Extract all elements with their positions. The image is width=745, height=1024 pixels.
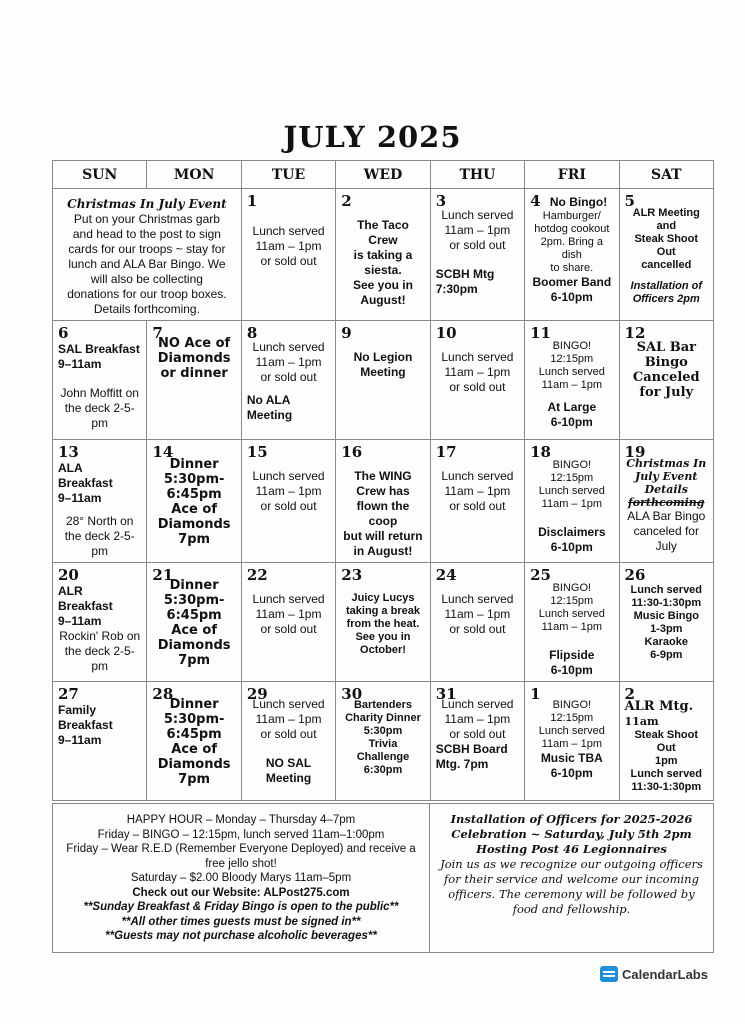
day-cell <box>619 682 713 801</box>
day-cell <box>525 440 619 563</box>
event-line: 11am – 1pm <box>255 712 322 726</box>
event-line: 6-9pm <box>650 649 683 661</box>
day-number: 24 <box>435 566 457 584</box>
day-cell <box>241 189 335 321</box>
day-number: 11 <box>530 324 551 342</box>
event-line: 11am – 1pm <box>444 607 511 621</box>
logo-text: CalendarLabs <box>622 966 708 982</box>
website-line: Check out our Website: ALPost275.com <box>132 886 350 899</box>
event-line: John Moffitt on <box>60 386 139 400</box>
day-cell <box>53 682 147 801</box>
event-line: Music TBA <box>540 751 603 765</box>
day-number: 6 <box>58 324 69 342</box>
event-line: or sold out <box>260 370 317 384</box>
event-line: 11:30-1:30pm <box>631 597 702 609</box>
day-cell <box>619 563 713 682</box>
day-cell <box>525 682 619 801</box>
event-line: No ALA Meeting <box>246 393 293 422</box>
event-line: or sold out <box>260 254 317 268</box>
event-line: ALR Meeting and <box>632 207 700 232</box>
day-number: 8 <box>246 324 258 342</box>
event-line: is taking a <box>353 248 413 262</box>
event-line: Juicy Lucys <box>351 592 415 604</box>
day-cell <box>430 563 524 682</box>
day-cell <box>147 321 241 440</box>
day-number: 25 <box>530 566 551 584</box>
event-line: flown the coop <box>356 499 410 528</box>
note-line: **Sunday Breakfast & Friday Bingo is open to the public** <box>83 901 399 913</box>
event-line: BINGO! 12:15pm <box>550 582 594 607</box>
event-line: The Taco Crew <box>357 218 409 247</box>
notice-heading: Celebration ~ Saturday, July 5th 2pm <box>451 827 692 841</box>
event-line: Lunch served <box>441 592 514 606</box>
event-line: NO SAL Meeting <box>265 756 312 785</box>
event-line: or sold out <box>449 238 506 252</box>
event-line: or sold out <box>260 499 317 513</box>
event-line: or dinner <box>160 366 228 381</box>
day-header-row <box>53 161 714 189</box>
day-number: 16 <box>341 443 363 461</box>
week-row <box>53 563 714 682</box>
event-heading: 11am <box>624 715 659 728</box>
event-line: Boomer Band <box>532 275 612 289</box>
event-line: 11am – 1pm <box>255 484 322 498</box>
event-line: Lunch served <box>630 768 703 780</box>
event-line: At Large <box>547 400 597 414</box>
event-heading: July Event <box>635 470 698 483</box>
event-line: 6:30pm <box>363 764 403 776</box>
day-cell <box>336 682 430 801</box>
event-line: in August! <box>353 544 413 558</box>
event-line: or sold out <box>449 499 506 513</box>
event-line: Diamonds <box>157 517 231 532</box>
day-number: 28 <box>152 685 174 703</box>
event-line: October! <box>360 644 406 656</box>
event-line: 5:30pm- <box>163 593 225 608</box>
christmas-in-july-cell <box>53 189 242 321</box>
event-line: Ace of <box>171 502 217 517</box>
event-line: Lunch served <box>441 697 514 711</box>
day-cell <box>525 321 619 440</box>
special-line: Saturday – $2.00 Bloody Marys 11am–5pm <box>130 872 352 884</box>
day-cell <box>619 321 713 440</box>
event-line: Crew has <box>356 484 410 498</box>
day-number: 29 <box>246 685 268 703</box>
event-line: Lunch served <box>538 366 605 378</box>
day-cell <box>430 440 524 563</box>
event-line: Lunch served <box>252 469 325 483</box>
event-line: 5:30pm- <box>163 472 225 487</box>
day-header: SAT <box>619 161 713 189</box>
day-cell <box>430 321 524 440</box>
event-line: SAL Bar <box>636 340 696 355</box>
event-line: 6:45pm <box>166 487 222 502</box>
day-cell <box>336 189 430 321</box>
event-line: Flipside <box>549 648 595 662</box>
event-line: ALR <box>58 584 83 598</box>
event-heading: No Bingo! <box>549 195 608 209</box>
day-number: 9 <box>341 324 352 342</box>
day-header: WED <box>336 161 430 189</box>
day-cell <box>53 321 147 440</box>
event-line: 6-10pm <box>550 663 593 677</box>
installation-notice <box>430 804 713 952</box>
day-number: 21 <box>152 566 174 584</box>
event-line: 7pm <box>178 772 211 787</box>
event-heading: Details <box>644 483 688 496</box>
event-line: 11am – 1pm <box>255 239 322 253</box>
event-line: canceled for <box>633 524 699 538</box>
day-cell <box>430 189 524 321</box>
day-cell <box>619 189 713 321</box>
event-line: Steak Shoot Out <box>634 729 699 754</box>
event-line: Steak Shoot Out <box>634 233 699 258</box>
event-line: SCBH Board <box>435 742 508 756</box>
day-cell <box>53 440 147 563</box>
day-number: 10 <box>435 324 457 342</box>
day-cell <box>147 440 241 563</box>
event-line: August! <box>360 293 406 307</box>
day-cell <box>241 440 335 563</box>
event-line: Mtg. 7pm <box>435 757 489 771</box>
day-cell <box>241 321 335 440</box>
event-line: Disclaimers <box>538 525 606 539</box>
event-heading: ALR Mtg. <box>624 699 694 714</box>
event-line: Canceled <box>632 370 700 385</box>
event-line: Lunch served <box>441 469 514 483</box>
day-cell <box>525 563 619 682</box>
notice-heading: Installation of Officers for 2025-2026 <box>450 812 693 826</box>
event-line: SAL Breakfast <box>58 342 140 356</box>
event-line: BINGO! 12:15pm <box>550 699 594 724</box>
event-text: Put on your Christmas garb and head to the post to sign cards for our troops ~ stay for lunch and ALA Bar Bingo. We will also be collecting donations for our troop boxes. Details forthcoming. <box>67 212 227 316</box>
event-line: Lunch served <box>252 224 325 238</box>
event-line: 9–11am <box>58 491 102 505</box>
week-row <box>53 440 714 563</box>
event-line: 5:30pm- <box>163 712 225 727</box>
event-line: Installation of <box>630 280 703 292</box>
event-line: 11am – 1pm <box>444 223 511 237</box>
event-line: Lunch served <box>441 208 514 222</box>
event-line: 6-10pm <box>550 540 593 554</box>
event-line: Diamonds <box>157 638 231 653</box>
day-number: 1 <box>530 685 541 703</box>
day-number: 12 <box>624 324 646 342</box>
day-number: 5 <box>624 192 635 210</box>
event-line: to share. <box>550 262 594 274</box>
week-row <box>53 682 714 801</box>
event-line: ALA Bar Bingo <box>627 509 706 523</box>
event-line: BINGO! 12:15pm <box>550 459 594 484</box>
event-line: See you in <box>355 631 411 643</box>
event-line: Lunch served <box>252 340 325 354</box>
event-line: 11am – 1pm <box>444 712 511 726</box>
event-line: Karaoke <box>644 636 688 648</box>
event-line: 9–11am <box>58 614 102 628</box>
event-line: Officers 2pm <box>632 293 700 305</box>
day-header: THU <box>430 161 524 189</box>
event-line: 28° North on <box>65 514 134 528</box>
event-line: Diamonds <box>157 351 231 366</box>
event-line: or sold out <box>260 727 317 741</box>
event-line: 6:45pm <box>166 727 222 742</box>
event-line: Breakfast <box>58 599 113 613</box>
notice-heading: Hosting Post 46 Legionnaires <box>476 842 667 856</box>
day-header: TUE <box>241 161 335 189</box>
event-line: 7:30pm <box>435 282 478 296</box>
event-line: Rockin' Rob on <box>59 629 141 643</box>
event-line: Dinner <box>169 697 219 712</box>
day-cell <box>619 440 713 563</box>
event-line: or sold out <box>260 622 317 636</box>
footer-box <box>52 803 714 953</box>
event-line: taking a break <box>345 605 420 617</box>
day-number: 31 <box>435 685 457 703</box>
event-line: 6-10pm <box>550 290 593 304</box>
event-line: 6-10pm <box>550 415 593 429</box>
calendar-icon <box>600 966 618 982</box>
event-line: but will return <box>343 529 423 543</box>
event-line: 11am – 1pm <box>541 498 602 510</box>
event-line: Lunch served <box>538 608 605 620</box>
event-line: Dinner <box>169 578 219 593</box>
event-line: SCBH Mtg <box>435 267 495 281</box>
special-line: Friday – BINGO – 12:15pm, lunch served 11am–1:00pm <box>97 828 385 841</box>
day-cell <box>336 563 430 682</box>
notice-body: Join us as we recognize our outgoing officers for their service and welcome our incoming officers. The ceremony will be followed by food and fellowship. <box>440 857 703 916</box>
event-line: 9–11am <box>58 357 102 371</box>
day-cell <box>336 440 430 563</box>
event-line: the deck 2-5-pm <box>64 529 135 558</box>
day-number: 27 <box>58 685 79 703</box>
day-number: 4 <box>530 192 541 210</box>
event-line: July <box>655 539 677 553</box>
event-line: No Legion <box>353 350 413 364</box>
day-number: 17 <box>435 443 457 461</box>
event-line: 2pm. Bring a dish <box>540 236 603 261</box>
event-line: Breakfast <box>58 718 113 732</box>
day-number: 20 <box>58 566 79 584</box>
week-row <box>53 321 714 440</box>
event-heading: Christmas In July Event <box>67 197 227 211</box>
day-number: 15 <box>246 443 268 461</box>
event-line: cancelled <box>641 259 692 271</box>
day-number: 22 <box>246 566 268 584</box>
event-line: for July <box>639 385 694 400</box>
event-line: Bingo <box>644 355 688 370</box>
event-line: the deck 2-5-pm <box>64 401 135 430</box>
event-line: 11am – 1pm <box>255 607 322 621</box>
day-cell <box>241 682 335 801</box>
event-line: Lunch served <box>538 485 605 497</box>
day-number: 2 <box>624 685 635 703</box>
event-line: 9–11am <box>58 733 102 747</box>
event-line: the deck 2-5-pm <box>64 644 135 673</box>
event-line: Lunch served <box>252 697 325 711</box>
calendar-grid <box>52 160 714 801</box>
event-line: or sold out <box>449 380 506 394</box>
event-line: See you in <box>352 278 413 292</box>
day-header: SUN <box>53 161 147 189</box>
event-line: Ace of <box>171 623 217 638</box>
calendar-title: JULY 2025 <box>283 120 462 154</box>
event-line: Dinner <box>169 457 219 472</box>
event-line: 11am – 1pm <box>541 379 602 391</box>
event-line: Breakfast <box>58 476 113 490</box>
day-number: 2 <box>341 192 352 210</box>
event-line: Lunch served <box>630 584 703 596</box>
weekly-specials <box>53 804 430 952</box>
day-cell <box>147 563 241 682</box>
day-number: 7 <box>152 324 163 342</box>
event-line: Ace of <box>171 742 217 757</box>
day-number: 19 <box>624 443 646 461</box>
day-header: MON <box>147 161 241 189</box>
event-line: Lunch served <box>252 592 325 606</box>
event-line: 6:45pm <box>166 608 222 623</box>
event-line: 11am – 1pm <box>444 365 511 379</box>
event-line: NO Ace of <box>158 336 231 351</box>
event-line: Hamburger/ <box>542 210 601 222</box>
event-heading: forthcoming <box>628 496 705 509</box>
calendarlabs-logo <box>600 966 708 982</box>
day-cell <box>525 189 619 321</box>
day-cell <box>53 563 147 682</box>
day-header: FRI <box>525 161 619 189</box>
event-heading: Christmas In <box>626 457 707 470</box>
event-line: Family <box>58 703 97 717</box>
event-line: from the heat. <box>346 618 420 630</box>
event-line: 11am – 1pm <box>444 484 511 498</box>
event-line: 1pm <box>654 755 678 767</box>
special-line: Friday – Wear R.E.D (Remember Everyone Deployed) and receive a free jello shot! <box>66 843 416 870</box>
day-number: 13 <box>58 443 79 461</box>
day-cell <box>241 563 335 682</box>
event-line: 11am – 1pm <box>541 621 602 633</box>
week-row <box>53 189 714 321</box>
event-line: Music Bingo <box>633 610 699 622</box>
event-line: 6-10pm <box>550 766 593 780</box>
day-cell <box>336 321 430 440</box>
event-line: Charity Dinner <box>345 712 421 724</box>
event-line: siesta. <box>364 263 402 277</box>
event-line: ALA <box>58 461 83 475</box>
note-line: **All other times guests must be signed in** <box>121 915 361 928</box>
event-line: BINGO! 12:15pm <box>550 340 594 365</box>
special-line: HAPPY HOUR – Monday – Thursday 4–7pm <box>126 814 356 826</box>
day-number: 1 <box>246 192 258 210</box>
event-line: Lunch served <box>441 350 514 364</box>
day-cell <box>430 682 524 801</box>
event-line: 11am – 1pm <box>255 355 322 369</box>
event-line: The WING <box>354 469 412 483</box>
event-line: 5:30pm <box>363 725 403 737</box>
event-line: Lunch served <box>538 725 605 737</box>
note-line: **Guests may not purchase alcoholic beverages** <box>105 930 377 942</box>
event-line: 11:30-1:30pm <box>631 781 702 793</box>
event-line: or sold out <box>449 727 506 741</box>
event-line: 7pm <box>178 532 211 547</box>
event-line: Meeting <box>360 365 406 379</box>
day-number: 3 <box>435 192 447 210</box>
day-number: 23 <box>341 566 363 584</box>
day-number: 26 <box>624 566 646 584</box>
event-line: hotdog cookout <box>534 223 610 235</box>
day-number: 18 <box>530 443 551 461</box>
day-number: 14 <box>152 443 174 461</box>
day-cell <box>147 682 241 801</box>
event-line: Trivia Challenge <box>356 738 410 763</box>
event-line: 7pm <box>178 653 211 668</box>
event-line: Bartenders <box>353 699 413 711</box>
event-line: Diamonds <box>157 757 231 772</box>
event-line: or sold out <box>449 622 506 636</box>
event-line: 11am – 1pm <box>541 738 602 750</box>
day-number: 30 <box>341 685 363 703</box>
event-line: 1-3pm <box>650 623 683 635</box>
